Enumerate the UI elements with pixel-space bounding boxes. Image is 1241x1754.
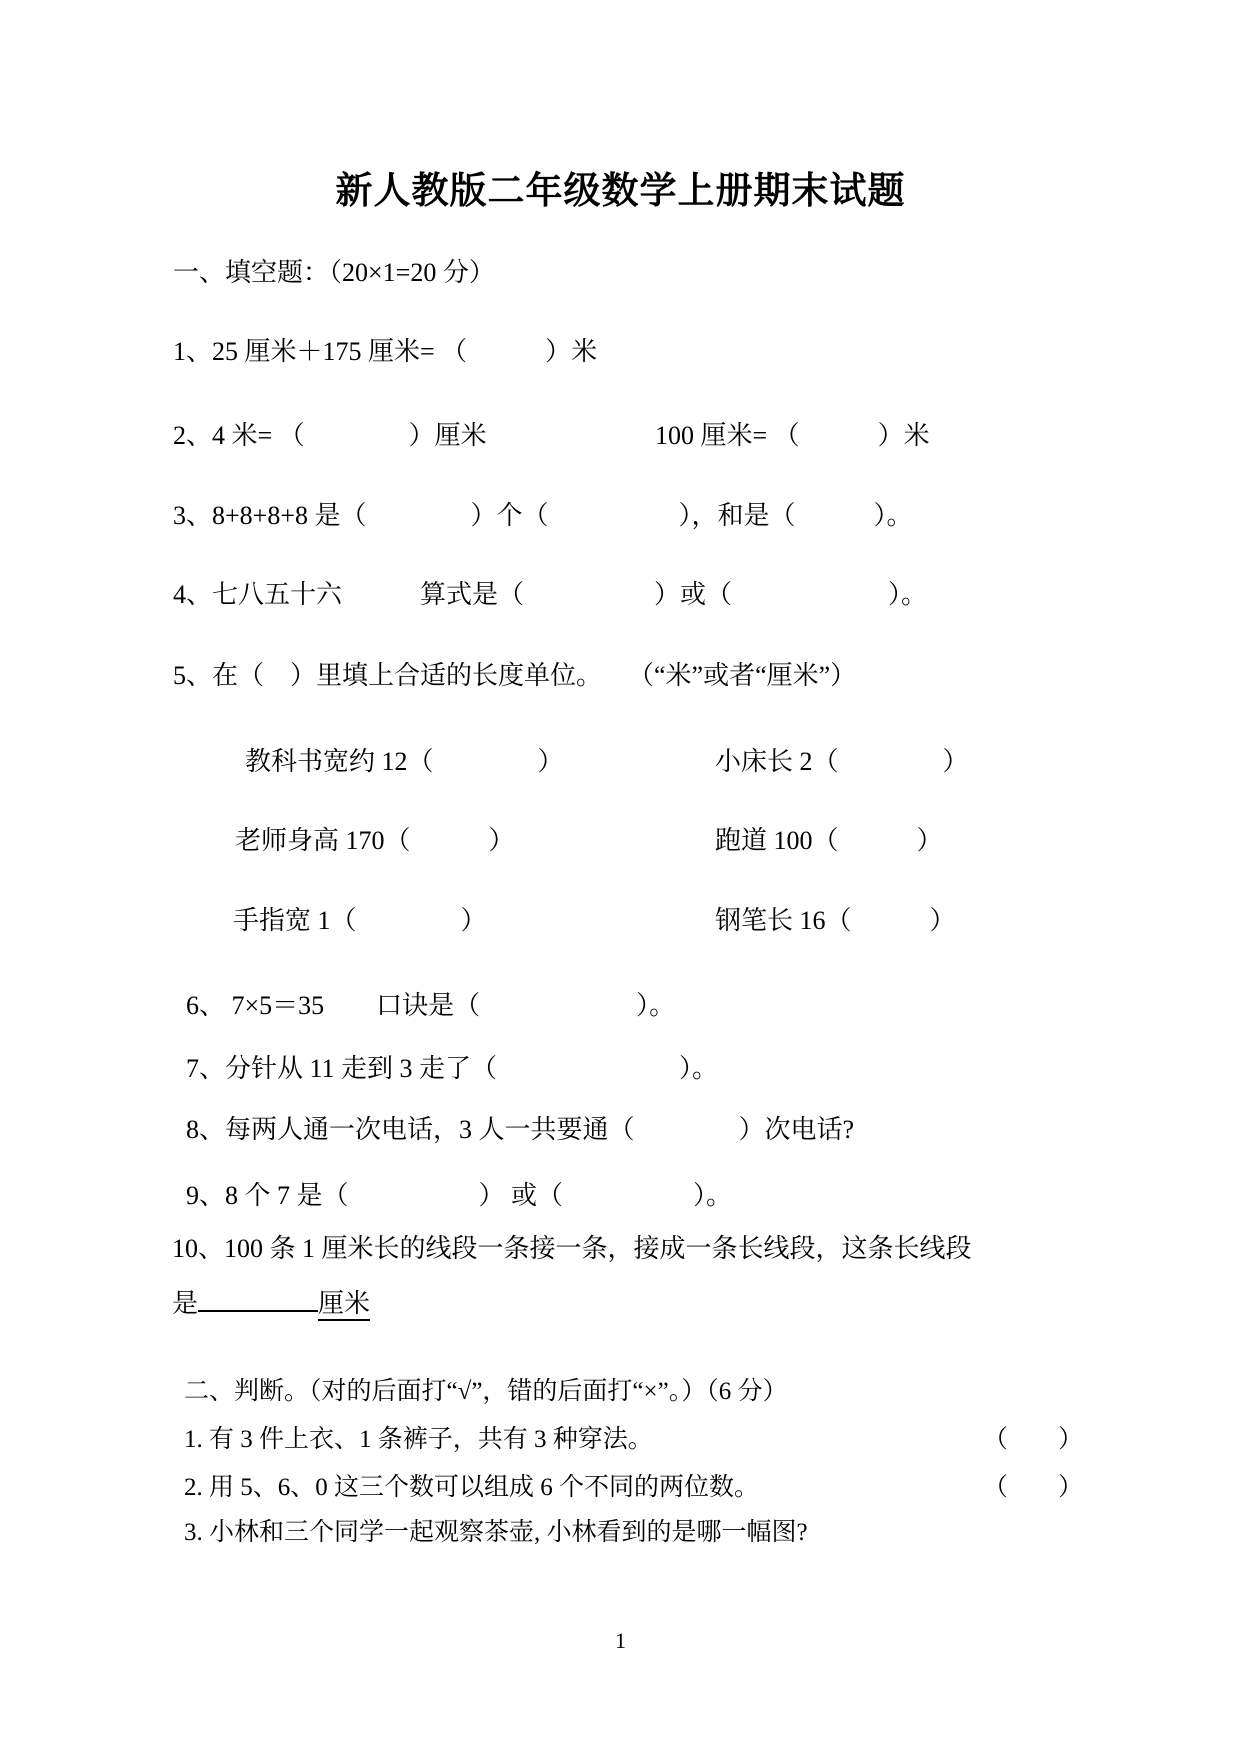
question-5-text: 5、在（ ）里填上合适的长度单位。 （“米”或者“厘米”） — [173, 661, 857, 690]
page-number: 1 — [615, 1628, 626, 1653]
question-5-row-2-left: 老师身高 170（ ） — [235, 826, 515, 855]
answer-blank-underline — [198, 1284, 318, 1312]
question-6-text: 6、 7×5＝35 口诀是（ ）。 — [186, 991, 676, 1020]
judge-item-1-text: 1. 有 3 件上衣、1 条裤子，共有 3 种穿法。 — [184, 1426, 653, 1453]
question-10-line1-text: 10、100 条 1 厘米长的线段一条接一条，接成一条长线段，这条长线段 — [172, 1234, 972, 1263]
question-9-text: 9、8 个 7 是（ ） 或（ ）。 — [186, 1181, 733, 1210]
question-3-text: 3、8+8+8+8 是（ ）个（ ），和是（ ）。 — [173, 501, 913, 530]
section1-header-text: 一、填空题：（20×1=20 分） — [173, 258, 495, 287]
question-5-row-1-left: 教科书宽约 12（ ） — [245, 747, 564, 776]
page-title: 新人教版二年级数学上册期末试题 — [335, 170, 906, 211]
question-2-left: 2、4 米= （ ）厘米 — [173, 421, 487, 450]
judge-item-2-text: 2. 用 5、6、0 这三个数可以组成 6 个不同的两位数。 — [184, 1474, 760, 1501]
question-10-suffix: 厘米 — [318, 1289, 370, 1321]
question-5-row-2-right: 跑道 100（ ） — [715, 826, 943, 855]
question-10-line2-content — [172, 1284, 370, 1321]
question-5-row-3-left: 手指宽 1（ ） — [233, 906, 487, 935]
question-5-row-3-right: 钢笔长 16（ ） — [715, 906, 956, 935]
section2-header-text: 二、判断。（对的后面打“√”，错的后面打“×”。）（6 分） — [184, 1378, 788, 1405]
question-4-text: 4、七八五十六 算式是（ ）或（ ）。 — [173, 580, 928, 609]
judge-item-3-text: 3. 小林和三个同学一起观察茶壶, 小林看到的是哪一幅图? — [184, 1519, 808, 1546]
question-1-text: 1、25 厘米＋175 厘米= （ ）米 — [173, 337, 598, 366]
question-8-text: 8、每两人通一次电话，3 人一共要通（ ）次电话? — [186, 1115, 855, 1144]
judge-item-1-answer: （ ） — [983, 1426, 1084, 1453]
question-10-line2 — [0, 1284, 1241, 1382]
question-7-text: 7、分针从 11 走到 3 走了（ ）。 — [186, 1054, 719, 1083]
question-10-prefix: 是 — [172, 1289, 199, 1318]
judge-item-3 — [0, 1517, 1241, 1611]
question-2-right: 100 厘米= （ ）米 — [655, 421, 930, 450]
judge-item-2-answer: （ ） — [983, 1474, 1084, 1501]
question-5-row-1-right: 小床长 2（ ） — [715, 747, 969, 776]
